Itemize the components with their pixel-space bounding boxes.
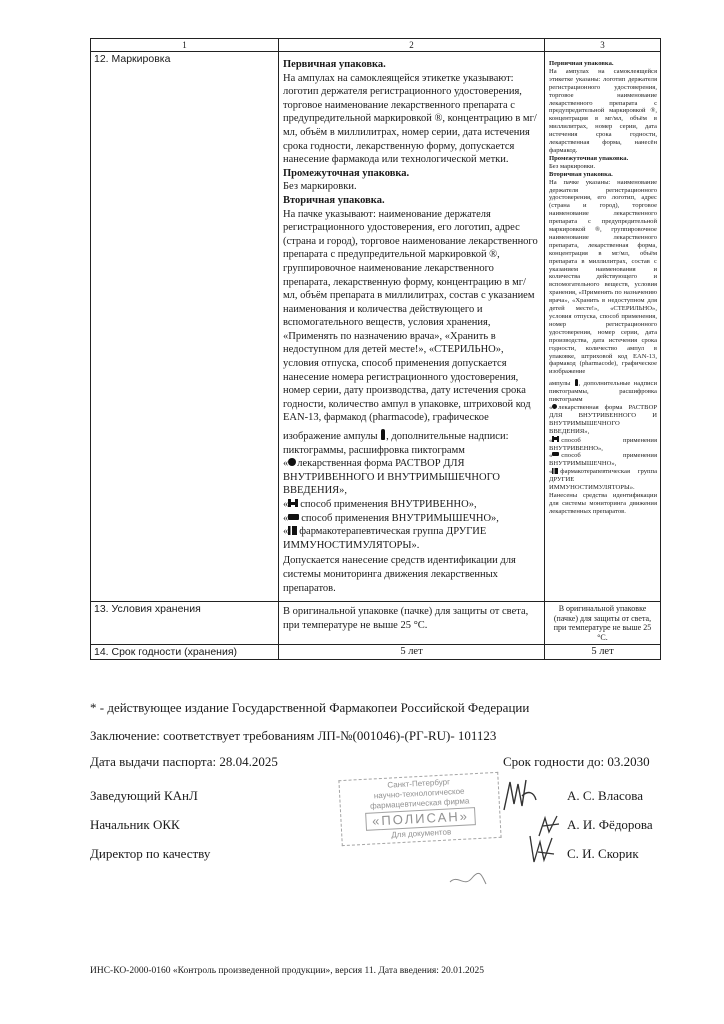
signature-name-quality-director: С. И. Скорик [567, 846, 639, 861]
table-row-marking [91, 52, 661, 602]
intravenous-icon [288, 499, 298, 507]
shelf-life-actual: 5 лет [545, 645, 661, 660]
pictogram-im-text-actual: способ применения ВНУТРИМЫШЕЧНО», [549, 452, 657, 468]
stamp-line-city: Санкт-Петербург [387, 777, 451, 790]
pictogram-form-text: лекарственная форма РАСТВОР ДЛЯ ВНУТРИВЕННОГО И ВНУТРИМЫШЕЧНОГО ВВЕДЕНИЯ», [283, 458, 500, 497]
ampoule-image-pre: изображение ампулы [283, 431, 378, 443]
quote-mark: « [549, 436, 553, 444]
stamp-line-firm: фармацевтическая фирма [369, 796, 470, 811]
secondary-pack-text-actual: На пачке указаны: наименование держателя регистрационного удостоверения, его логотип, адрес (страна и город), торговое наименование лекарственного препарата с предупредительной маркировкой ®, группировочное наименование лекарственного препарата, лекарственная форма, концентрация в мг/мл, объём препарата в миллилитрах, состав с указанием наименования и количества действующего и вспомогательного веществ, условия хранения, «Применять по назначению врача», «Хранить в недоступном для детей месте!», «СТЕРИЛЬНО», условия отпуска, способ применения, номер регистрационного удостоверения, номер серии, дата производства, дата истечения срока годности, количество ампул в упаковке, штриховой код EAN-13, фармакод (pharmacode), графическое изображение [549, 178, 657, 376]
col-header-2: 2 [279, 39, 545, 52]
intravenous-icon [552, 436, 559, 442]
ampoule-icon [381, 429, 385, 440]
intermediate-pack-title-actual: Промежуточная упаковка. [549, 154, 629, 162]
dosage-form-icon [288, 458, 296, 466]
pictogram-im [283, 512, 540, 526]
pictogram-iv-actual [549, 436, 657, 453]
pictogram-iv-text-actual: способ применения ВНУТРИВЕННО», [549, 436, 657, 452]
pictogram-form-text-actual: лекарственная форма РАСТВОР ДЛЯ ВНУТРИВЕННОГО И ВНУТРИМЫШЕЧНОГО ВВЕДЕНИЯ», [549, 403, 657, 435]
expiry-date: Срок годности до: 03.2030 [503, 754, 650, 769]
identification-note-actual: Нанесены средства идентификации для системы мониторинга движения лекарственных препаратов. [549, 491, 657, 515]
ampoule-icon [575, 379, 578, 386]
intramuscular-icon [552, 452, 559, 456]
pictogram-group [283, 525, 540, 552]
footnote: * - действующее издание Государственной Фармакопеи Российской Федерации [90, 700, 530, 715]
quote-mark: « [283, 499, 289, 510]
table-row-shelf-life [91, 645, 661, 660]
pictogram-group-text-actual: фармакотерапевтическая группа ДРУГИЕ ИММУНОСТИМУЛЯТОРЫ». [549, 468, 657, 492]
col-header-1: 1 [91, 39, 279, 52]
pictogram-iv [283, 498, 540, 512]
quote-mark: « [549, 403, 553, 411]
form-code: ИНС-КО-2000-0160 «Контроль произведенной продукции», версия 11. Дата введения: 20.01.2025 [90, 966, 485, 976]
pictogram-form-actual [549, 404, 657, 436]
quote-mark: « [283, 458, 289, 470]
pictogram-group-actual [549, 468, 657, 492]
pictogram-iv-text: способ применения ВНУТРИВЕННО», [300, 499, 477, 510]
stamp-line-purpose: Для документов [391, 827, 452, 840]
quote-mark: « [283, 512, 289, 524]
pictogram-im-text: способ применения ВНУТРИМЫШЕЧНО», [301, 512, 499, 524]
shelf-life-label: 14. Срок годности (хранения) [91, 645, 279, 660]
intermediate-pack-text-actual: Без маркировки. [549, 162, 596, 170]
stamp-line-type: научно-технологическое [373, 786, 465, 801]
storage-actual: В оригинальной упаковке (пачке) для защиты от света, при температуре не выше 25 °С. [545, 602, 661, 645]
pictogram-form [283, 457, 540, 498]
table-row-storage [91, 602, 661, 645]
conclusion: Заключение: соответствует требованиям ЛП-№(001046)-(РГ-RU)- 101123 [90, 728, 497, 743]
ampoule-image-line-actual [549, 379, 657, 404]
storage-requirement: В оригинальной упаковке (пачке) для защиты от света, при температуре не выше 25 °С. [279, 602, 545, 645]
pictogram-group-text: фармакотерапевтическая группа ДРУГИЕ ИММУНОСТИМУЛЯТОРЫ». [283, 526, 487, 551]
quote-mark: « [549, 468, 553, 476]
primary-pack-title-actual: Первичная упаковка. [549, 60, 614, 67]
signature-role-quality-director: Директор по качеству [90, 846, 211, 861]
pharmacotherapeutic-group-icon [552, 468, 558, 474]
shelf-life-requirement: 5 лет [279, 645, 545, 660]
ampoule-image-post-actual: , дополнительные надписи пиктограммы, расшифровка пиктограмм [549, 380, 657, 404]
marking-requirements [279, 52, 545, 602]
primary-pack-text-actual: На ампулах на самоклеящейся этикетке указаны: логотип держателя регистрационного удостоверения, торговое наименование лекарственного препарата с предупредительной маркировкой ®, концентрация в мг/мл, объём в миллилитрах, номер серии, дата истечения срока годности, лекарственная форма, нанесён фармакод. [549, 67, 657, 154]
quote-mark: « [283, 526, 289, 538]
signature-vlasova-icon [500, 776, 540, 816]
quote-mark: « [549, 452, 553, 460]
intramuscular-icon [288, 514, 299, 520]
marking-actual [545, 52, 661, 602]
secondary-pack-title: Вторичная упаковка. [283, 194, 385, 206]
signature-name-head-lab: А. С. Власова [567, 788, 643, 803]
dosage-form-icon [552, 404, 557, 409]
specification-table [90, 38, 661, 660]
ampoule-image-line [283, 429, 540, 457]
signature-role-head-lab: Заведующий КАнЛ [90, 788, 198, 803]
signature-role-qc-head: Начальник ОКК [90, 817, 180, 832]
scribble-mark-icon [448, 866, 488, 890]
primary-pack-text: На ампулах на самоклеящейся этикетке указывают: логотип держателя регистрационного удостоверения, торговое наименование лекарственного препарата с предупредительной маркировкой ®, концентрацию в мг/мл, объём в миллилитрах, номер серии, дата истечения срока годности, лекарственную форму, допускается нанесение фармакода или технологической метки. [283, 72, 537, 166]
secondary-pack-text: На пачке указывают: наименование держателя регистрационного удостоверения, его логотип, адрес (страна и город), торговое наименование лекарственного препарата с предупредительной маркировкой ®, группировочное наименование лекарственного препарата, лекарственную форму, концентрацию в мг/мл, объём препарата в миллилитрах, состав с указанием наименования и количества действующего и вспомогательного веществ, условия хранения, «Применять по назначению врача», «Хранить в недоступном для детей месте!», «СТЕРИЛЬНО», условия отпуска, способ применения допускается нанесение номера регистрационного удостоверения, номер серии, дату производства, дату истечения срока годности, количество ампул в упаковке, штриховой код EAN-13, фармакод (pharmacode), графическое [283, 208, 538, 424]
signature-skorik-icon [524, 832, 558, 868]
table-header-row [91, 39, 661, 52]
company-stamp [338, 772, 501, 846]
issue-date: Дата выдачи паспорта: 28.04.2025 [90, 754, 278, 769]
marking-label: 12. Маркировка [91, 52, 279, 602]
col-header-3: 3 [545, 39, 661, 52]
pharmacotherapeutic-group-icon [288, 526, 297, 535]
identification-note: Допускается нанесение средств идентификации для системы мониторинга движения лекарственных препаратов. [283, 555, 516, 594]
secondary-pack-title-actual: Вторичная упаковка. [549, 170, 613, 178]
stamp-company-name: «ПОЛИСАН» [365, 807, 477, 831]
pictogram-im-actual [549, 452, 657, 468]
storage-label: 13. Условия хранения [91, 602, 279, 645]
primary-pack-title: Первичная упаковка. [283, 59, 386, 70]
intermediate-pack-text: Без маркировки. [283, 181, 357, 193]
signature-name-qc-head: А. И. Фёдорова [567, 817, 653, 832]
ampoule-image-pre-actual: ампулы [549, 380, 571, 388]
ampoule-image-post: , дополнительные надписи: пиктограммы, расшифровка пиктограмм [283, 431, 509, 456]
intermediate-pack-title: Промежуточная упаковка. [283, 167, 410, 179]
